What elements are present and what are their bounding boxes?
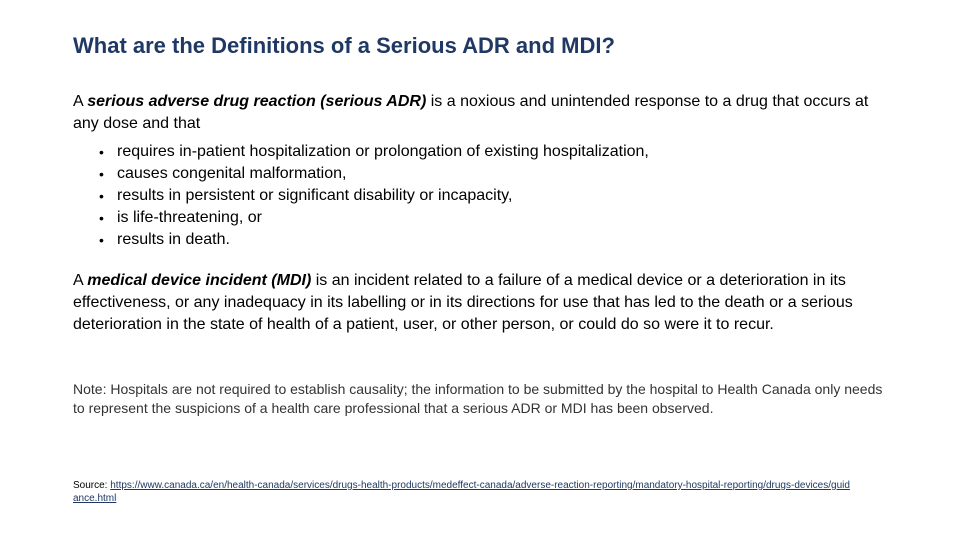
note-text: Note: Hospitals are not required to establish causality; the information to be submitted by the hospital to Health Canada only needs to represent the suspicions of a health care professional that a serious ADR or MDI has been observed. [73,381,883,416]
adr-text: is a noxious and unintended response to a drug that occurs at any dose and that [73,93,869,132]
mdi-prefix: A [73,272,88,289]
list-item: • requires in-patient hospitalization or prolongation of existing hospitalization, [99,141,649,163]
list-item: • results in death. [99,229,649,251]
page-title: What are the Definitions of a Serious ADR and MDI? [73,33,615,58]
mdi-definition [73,270,883,336]
mdi-text: is an incident related to a failure of a medical device or a deterioration in its effectiveness, or any inadequacy in its labelling or in its directions for use that has led to the death or a serious deterioration in the state of health of a patient, user, or other person, or could do so were it to recur. [73,272,853,333]
adr-term: serious adverse drug reaction (serious ADR) [87,93,427,110]
adr-prefix: A [73,93,88,110]
adr-criteria-list [99,141,649,251]
list-item: • is life-threatening, or [99,207,649,229]
list-item: • results in persistent or significant disability or incapacity, [99,185,649,207]
mdi-term: medical device incident (MDI) [87,272,312,289]
adr-definition [73,91,893,135]
list-item: • causes congenital malformation, [99,163,649,185]
source-label: Source: [73,480,111,491]
source-citation [73,479,853,505]
source-link[interactable]: https://www.canada.ca/en/health-canada/services/drugs-health-products/medeffect-canada/adverse-reaction-reporting/mandatory-hospital-reporting/drugs-devices/guidance.html [73,480,850,504]
